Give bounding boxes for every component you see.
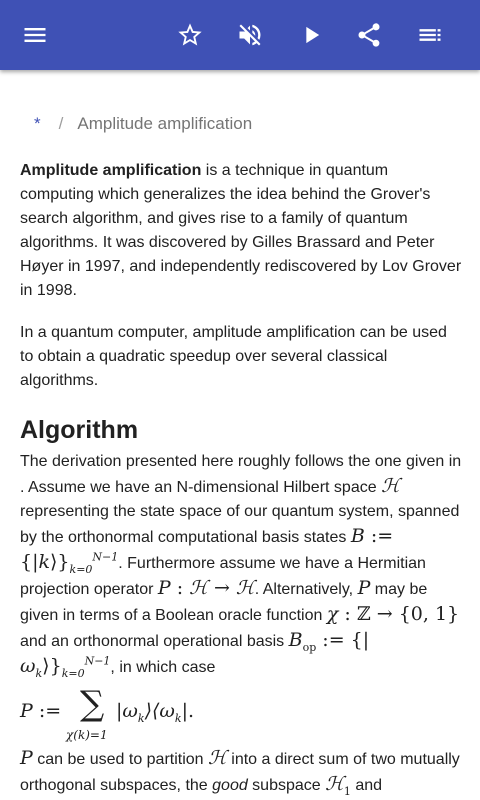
algorithm-text: representing the state space of our quantum system, spanned by the orthonormal computational basis states [20,503,460,546]
app-toolbar [0,0,480,70]
math-oracle-function: χ : ℤ → {0, 1} [326,603,460,625]
algorithm-text: may be given in terms of a Boolean oracle function [20,581,428,624]
share-button[interactable] [347,13,391,57]
algorithm-paragraph [20,450,464,680]
math-p: P [357,577,371,599]
volume-off-icon [236,21,264,49]
partition-text: and [350,777,383,794]
algorithm-text: . Alternatively, [254,581,358,598]
section-heading-algorithm: Algorithm [20,416,139,444]
star-icon [176,21,204,49]
good-term: good [212,777,248,794]
partition-text: into a direct sum of two mutually orthogonal subspaces, the [20,751,460,794]
article-content[interactable]: * / Amplitude amplification Amplitude amplification is a technique in quantum computing which generalizes the idea behind the Grover's search algorithm, and gives rise to a family of quantum algorithms. It was discovered by Gilles Brassard and Peter Høyer in 1997, and independently rediscovered by Lov Grover in 1998. In a quantum computer, amplitude amplification can be used to obtain a quadratic speedup over several classical algorithms. Algorithm The derivation presented here roughly follows the one given in . Assume we have an N-dimensional Hilbert space ℋ representing the state space of our quantum system, spanned by the orthonormal computational basis states B := $\{|k⟩\}_{k=0}^{N-1}$. Furthermore assume we have a Hermitian projection operator P : ℋ → ℋ. Alternatively, P may be given in terms of a Boolean oracle function χ : ℤ → {0, 1} and an orthonormal operational basis $B_{op}$ := $\{|\omega_k⟩\}_{k=0}^{N-1}$, in which case P := ∑ χ(k)=1 $|\omega_k⟩⟨\omega_k|$. P can be used to partition ℋ into a direct sum of two mutually orthogonal subspaces, the good subspace ℋ$_1$ and [0,70,480,800]
article-title-term: Amplitude amplification [20,162,202,179]
partition-text: subspace [247,777,326,794]
contents-list-icon [416,21,444,49]
algorithm-text: and an orthonormal operational basis [20,633,289,650]
breadcrumb-current: Amplitude amplification [77,114,253,133]
algorithm-text: . Furthermore assume we have a Hermitian projection operator [20,555,426,598]
menu-icon [21,21,49,49]
contents-button[interactable] [408,13,452,57]
mute-button[interactable] [228,13,272,57]
share-icon [355,21,383,49]
partition-text: can be used to partition [32,751,209,768]
partition-paragraph [20,746,464,798]
breadcrumb-home-link[interactable]: * [34,114,41,133]
math-operational-basis: $B_{op}$ := $\{|\omega_k⟩\}_{k=0}^{N-1}$ [20,629,370,680]
math-p: P [20,747,33,769]
breadcrumb [34,114,252,134]
menu-button[interactable] [13,13,57,57]
algorithm-text: , in which case [110,659,216,676]
math-basis-states: B := $\{|k⟩\}_{k=0}^{N-1}$ [20,525,394,576]
algorithm-text: The derivation presented here roughly follows the one given in . Assume we have an N-dimensional Hilbert space [20,453,462,496]
play-button[interactable] [289,13,333,57]
play-icon [297,21,325,49]
speedup-paragraph: In a quantum computer, amplitude amplification can be used to obtain a quadratic speedup over several classical algorithms. [20,324,447,389]
math-projection-operator: P : ℋ → ℋ [157,577,255,599]
breadcrumb-separator: / [58,114,64,133]
intro-paragraph [20,159,464,303]
math-hilbert-space: ℋ [208,747,227,769]
math-good-subspace: ℋ$_1$ [325,773,351,798]
intro-text: is a technique in quantum computing which generalizes the idea behind the Grover's search algorithm, and gives rise to a family of quantum algorithms. It was discovered by Gilles Brassard and Peter Høyer in 1997, and independently rediscovered by Lov Grover in 1998. [20,162,462,299]
math-hilbert-space: ℋ [381,475,400,497]
bookmark-button[interactable] [168,13,212,57]
